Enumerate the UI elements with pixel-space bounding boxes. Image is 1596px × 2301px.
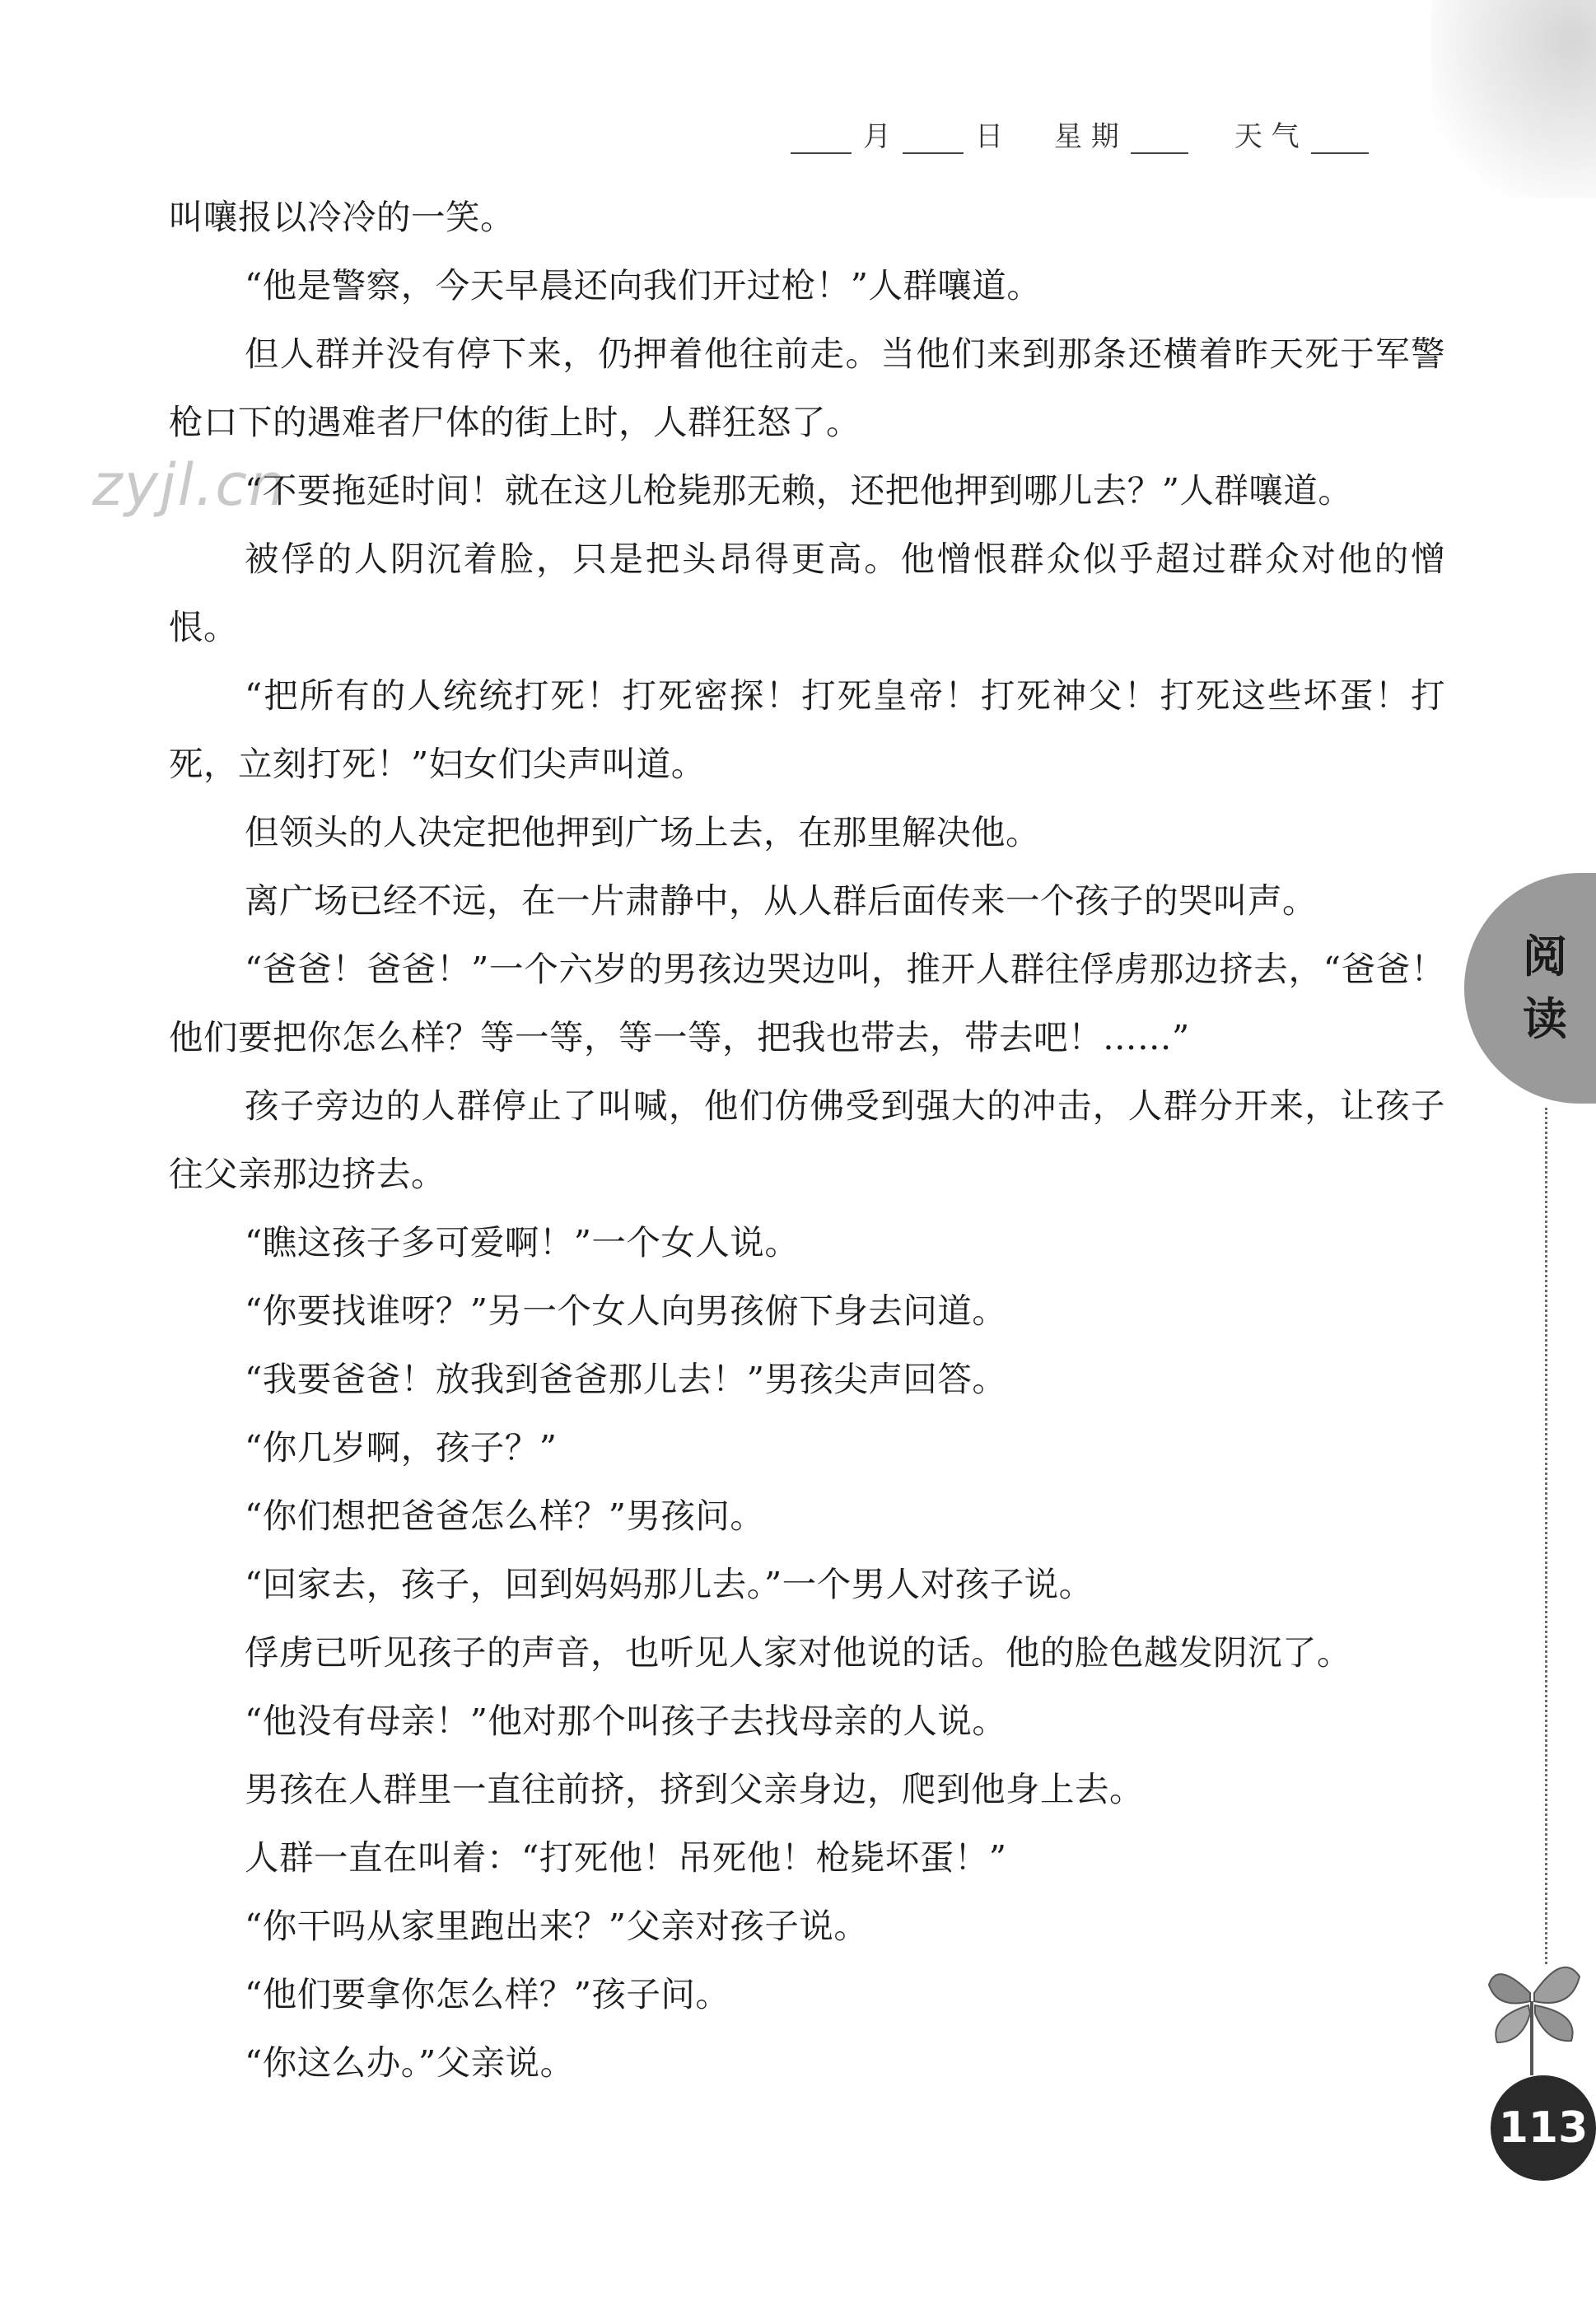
paragraph: “你这么办。”父亲说。 bbox=[245, 2042, 575, 2083]
paragraph: “把所有的人统统打死！打死密探！打死皇帝！打死神父！打死这些坏蛋！打死，立刻打死！”妇女们尖声叫道。 bbox=[169, 675, 1445, 784]
paragraph: 孩子旁边的人群停止了叫喊，他们仿佛受到强大的冲击，人群分开来，让孩子往父亲那边挤去。 bbox=[169, 1085, 1445, 1194]
day-blank bbox=[903, 128, 964, 154]
paragraph: “回家去，孩子，回到妈妈那儿去。”一个男人对孩子说。 bbox=[245, 1564, 1094, 1604]
paragraph: 但领头的人决定把他押到广场上去，在那里解决他。 bbox=[245, 812, 1041, 852]
weather-blank bbox=[1311, 128, 1369, 154]
dotted-divider bbox=[1545, 1108, 1547, 1964]
paragraph: 叫嚷报以冷冷的一笑。 bbox=[169, 197, 516, 237]
day-label: 日 bbox=[975, 120, 1003, 153]
date-weather-header bbox=[791, 114, 1400, 154]
paragraph: “他没有母亲！”他对那个叫孩子去找母亲的人说。 bbox=[245, 1701, 1007, 1741]
paragraph: “爸爸！爸爸！”一个六岁的男孩边哭边叫，推开人群往俘虏那边挤去，“爸爸！他们要把你怎么样？等一等，等一等，把我也带去，带去吧！……” bbox=[169, 949, 1445, 1057]
weather-label: 天 气 bbox=[1234, 120, 1300, 153]
month-blank bbox=[791, 128, 852, 154]
paragraph: “不要拖延时间！就在这儿枪毙那无赖，还把他押到哪儿去？”人群嚷道。 bbox=[245, 470, 1353, 511]
paragraph: 俘虏已听见孩子的声音，也听见人家对他说的话。他的脸色越发阴沉了。 bbox=[245, 1632, 1352, 1673]
tab-char: 读 bbox=[1523, 993, 1567, 1045]
month-label: 月 bbox=[863, 120, 891, 153]
paragraph: 离广场已经不远，在一片肃静中，从人群后面传来一个孩子的哭叫声。 bbox=[245, 880, 1318, 921]
watermark: zyjl.cn bbox=[92, 451, 287, 519]
paragraph: 但人群并没有停下来，仍押着他往前走。当他们来到那条还横着昨天死于军警枪口下的遇难者尸体的街上时，人群狂怒了。 bbox=[169, 334, 1445, 442]
weekday-blank bbox=[1131, 128, 1188, 154]
paragraph: “你们想把爸爸怎么样？”男孩问。 bbox=[245, 1496, 765, 1536]
paragraph: 人群一直在叫着：“打死他！吊死他！枪毙坏蛋！” bbox=[245, 1837, 1007, 1878]
paragraph: 男孩在人群里一直往前挤，挤到父亲身边，爬到他身上去。 bbox=[245, 1769, 1145, 1809]
paragraph: “我要爸爸！放我到爸爸那儿去！”男孩尖声回答。 bbox=[245, 1359, 1007, 1399]
paragraph: “他是警察，今天早晨还向我们开过枪！”人群嚷道。 bbox=[245, 265, 1042, 306]
reading-section-tab bbox=[1464, 873, 1596, 1104]
article-body bbox=[169, 183, 1445, 2097]
tab-char: 阅 bbox=[1523, 931, 1567, 982]
paragraph: “你要找谁呀？”另一个女人向男孩俯下身去问道。 bbox=[245, 1291, 1007, 1331]
paragraph: “你干吗从家里跑出来？”父亲对孩子说。 bbox=[245, 1906, 869, 1946]
paragraph: “瞧这孩子多可爱啊！”一个女人说。 bbox=[245, 1222, 800, 1263]
paragraph: 被俘的人阴沉着脸，只是把头昂得更高。他憎恨群众似乎超过群众对他的憎恨。 bbox=[169, 539, 1445, 647]
paragraph: “你几岁啊，孩子？” bbox=[245, 1427, 558, 1468]
weekday-label: 星 期 bbox=[1054, 120, 1119, 153]
paragraph: “他们要拿你怎么样？”孩子问。 bbox=[245, 1974, 730, 2014]
page-number: 113 bbox=[1491, 2075, 1596, 2181]
page-corner-decoration bbox=[1431, 0, 1596, 198]
